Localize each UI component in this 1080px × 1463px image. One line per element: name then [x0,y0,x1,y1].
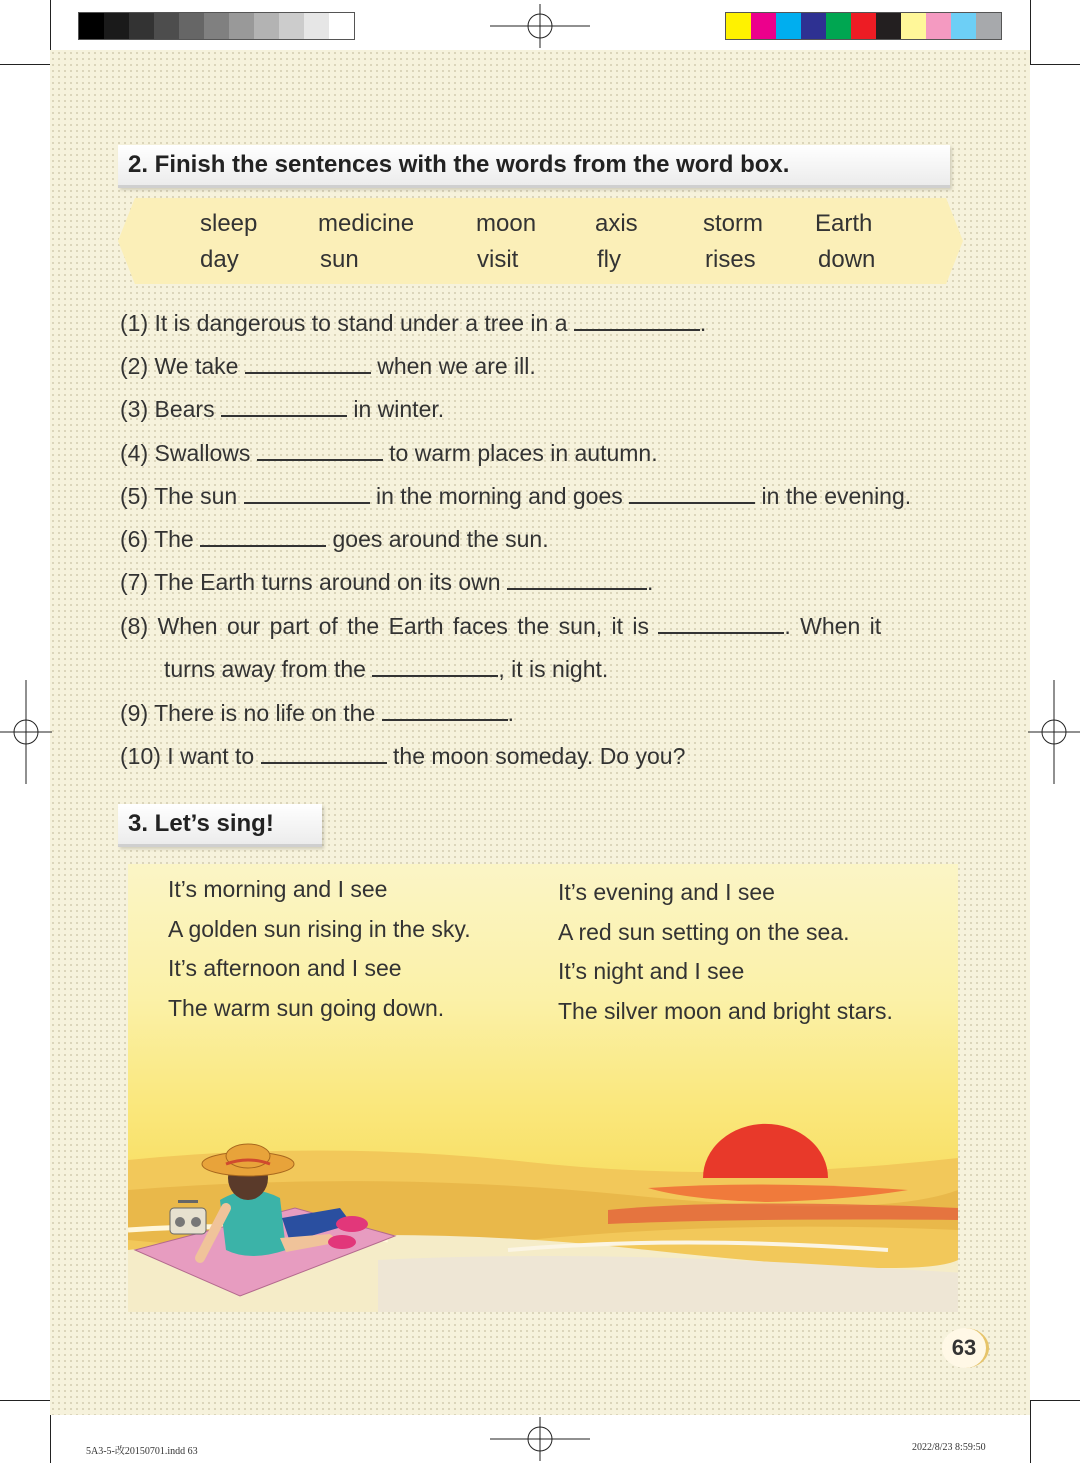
question-10 [120,743,685,770]
question-text: the moon someday. Do you? [386,743,686,769]
word-box-item: sleep [200,210,258,237]
section-3-title: 3. Let’s sing! [118,804,322,847]
trim-mark [1030,0,1031,64]
color-swatch [154,13,179,39]
word-box-item: medicine [318,210,415,237]
question-text: (6) The [120,526,201,552]
question-text: . [507,700,515,726]
color-swatch [179,13,204,39]
color-swatch [79,13,104,39]
question-text: in winter. [346,396,445,422]
answer-blank[interactable] [244,484,370,504]
answer-blank[interactable] [200,527,326,547]
color-swatch [726,13,751,39]
song-line: It’s afternoon and I see [168,955,402,981]
answer-blank[interactable] [372,657,498,677]
word-box-item: visit [477,246,519,273]
word-box-item: rises [705,246,756,273]
section-2-title: 2. Finish the sentences with the words from the word box. [118,145,950,188]
sun-icon [703,1124,828,1178]
question-3 [120,396,444,423]
word-box-item: day [200,246,239,273]
question-1 [120,310,706,337]
question-text: goes around the sun. [326,526,549,552]
color-swatch [751,13,776,39]
word-box-item: Earth [815,210,873,237]
song-line: The warm sun going down. [168,995,445,1021]
song-line: It’s morning and I see [168,876,388,902]
color-swatch [229,13,254,39]
word-box-item: axis [595,210,638,237]
trim-mark [1030,1400,1031,1463]
word-box-item: down [818,246,876,273]
question-text: (7) The Earth turns around on its own [120,569,507,595]
trim-mark [1030,64,1080,65]
trim-mark [1030,1400,1080,1401]
question-text: (10) I want to [120,743,261,769]
question-text: (2) We take [120,353,245,379]
question-text: . [646,569,654,595]
color-swatch [776,13,801,39]
trim-mark [0,1400,50,1401]
registration-target-icon [0,680,52,784]
question-text: . [699,310,707,336]
question-5 [120,483,911,510]
color-swatch [279,13,304,39]
color-swatch [901,13,926,39]
question-7 [120,569,653,596]
color-swatch [876,13,901,39]
answer-blank[interactable] [257,441,383,461]
grayscale-color-bar [78,12,355,40]
answer-blank[interactable] [507,570,647,590]
registration-target-icon [490,0,590,50]
song-line: A golden sun rising in the sky. [168,916,471,942]
question-text: (4) Swallows [120,440,257,466]
song-line: It’s evening and I see [558,879,775,905]
word-box-item: storm [703,210,763,237]
question-text: in the evening. [755,483,912,509]
song-line: The silver moon and bright stars. [558,998,893,1024]
footer-timestamp: 2022/8/23 8:59:50 [912,1442,986,1453]
question-text: (5) The sun [120,483,244,509]
color-swatch [826,13,851,39]
color-swatch [851,13,876,39]
question-text: . When it [784,613,882,639]
color-swatch [254,13,279,39]
color-swatch [104,13,129,39]
word-box-item: moon [476,210,537,237]
trim-mark [0,64,50,65]
answer-blank[interactable] [261,744,387,764]
question-text: (9) There is no life on the [120,700,382,726]
color-swatch [304,13,329,39]
question-2 [120,353,536,380]
color-swatch [976,13,1001,39]
process-color-bar [725,12,1002,40]
question-text: turns away from the [164,656,373,682]
song-line: A red sun setting on the sea. [558,919,850,945]
question-text: (1) It is dangerous to stand under a tree in a [120,310,574,336]
word-box-item: sun [320,246,359,273]
question-text: , it is night. [498,656,609,682]
question-9 [120,700,514,727]
color-swatch [329,13,354,39]
color-swatch [926,13,951,39]
page-number: 63 [942,1328,989,1368]
answer-blank[interactable] [382,701,508,721]
question-8 [120,613,881,640]
question-text: to warm places in autumn. [382,440,658,466]
answer-blank[interactable] [574,311,700,331]
question-6 [120,526,549,553]
color-swatch [204,13,229,39]
question-text: (8) When our part of the Earth faces the sun, it is [120,613,659,639]
question-8-continued [164,656,608,683]
color-swatch [129,13,154,39]
color-swatch [951,13,976,39]
answer-blank[interactable] [629,484,755,504]
question-text: in the morning and goes [369,483,630,509]
answer-blank[interactable] [221,397,347,417]
question-text: when we are ill. [370,353,536,379]
question-4 [120,440,658,467]
answer-blank[interactable] [245,354,371,374]
word-box-item: fly [597,246,621,273]
answer-blank[interactable] [658,614,784,634]
footer-file-name: 5A3-5-改20150701.indd 63 [86,1446,198,1457]
girl-on-beach-towel-icon [130,1138,400,1298]
song-line: It’s night and I see [558,958,745,984]
question-text: (3) Bears [120,396,221,422]
color-swatch [801,13,826,39]
registration-target-icon [1028,680,1080,784]
registration-target-icon [490,1413,590,1463]
